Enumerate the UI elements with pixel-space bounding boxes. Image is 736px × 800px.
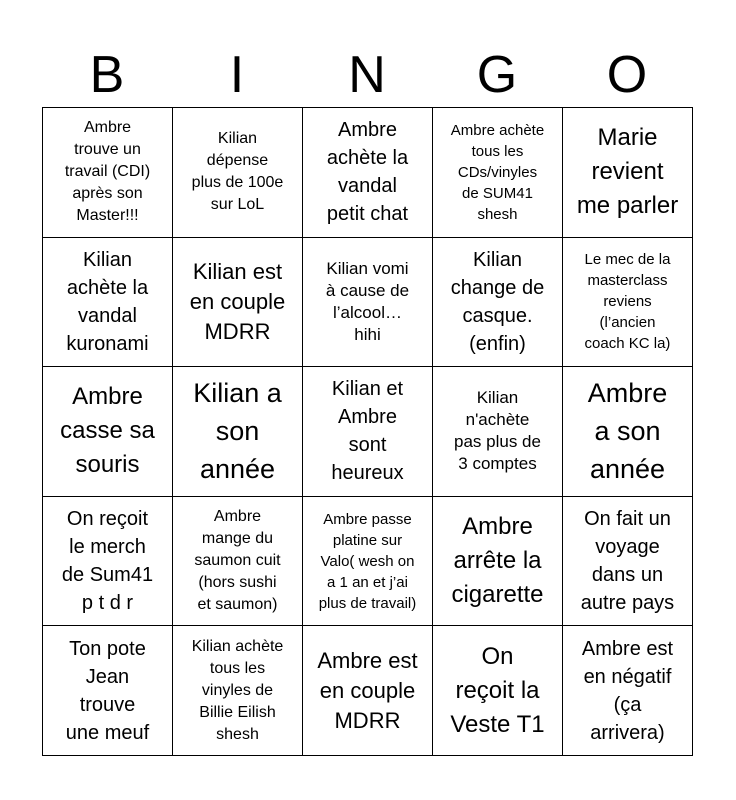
bingo-cell-1-2[interactable]: Kilian dépense plus de 100e sur LoL (173, 108, 303, 238)
header-letter-i: I (229, 46, 245, 104)
bingo-cell-5-4[interactable]: On reçoit la Veste T1 (433, 626, 563, 756)
bingo-cell-4-5[interactable]: On fait un voyage dans un autre pays (563, 497, 693, 627)
header-letter-n: N (348, 46, 386, 104)
bingo-cell-2-3[interactable]: Kilian vomi à cause de l’alcool… hihi (303, 238, 433, 368)
bingo-cell-2-4[interactable]: Kilian change de casque. (enfin) (433, 238, 563, 368)
bingo-cell-4-1[interactable]: On reçoit le merch de Sum41 p t d r (43, 497, 173, 627)
bingo-cell-4-4[interactable]: Ambre arrête la cigarette (433, 497, 563, 627)
bingo-cell-2-1[interactable]: Kilian achète la vandal kuronami (43, 238, 173, 368)
bingo-cell-1-1[interactable]: Ambre trouve un travail (CDI) après son Master!!! (43, 108, 173, 238)
bingo-cell-5-1[interactable]: Ton pote Jean trouve une meuf (43, 626, 173, 756)
bingo-cell-1-5[interactable]: Marie revient me parler (563, 108, 693, 238)
bingo-cell-5-3[interactable]: Ambre est en couple MDRR (303, 626, 433, 756)
bingo-header (42, 42, 692, 108)
bingo-cell-3-4[interactable]: Kilian n'achète pas plus de 3 comptes (433, 367, 563, 497)
bingo-cell-2-5[interactable]: Le mec de la masterclass reviens (l’ancien coach KC la) (563, 238, 693, 368)
bingo-cell-3-1[interactable]: Ambre casse sa souris (43, 367, 173, 497)
bingo-cell-1-3[interactable]: Ambre achète la vandal petit chat (303, 108, 433, 238)
bingo-cell-1-4[interactable]: Ambre achète tous les CDs/vinyles de SUM41 shesh (433, 108, 563, 238)
bingo-cell-5-2[interactable]: Kilian achète tous les vinyles de Billie Eilish shesh (173, 626, 303, 756)
header-letter-o: O (606, 46, 648, 104)
bingo-cell-4-2[interactable]: Ambre mange du saumon cuit (hors sushi et saumon) (173, 497, 303, 627)
bingo-cell-3-2[interactable]: Kilian a son année (173, 367, 303, 497)
header-letter-g: G (476, 46, 518, 104)
bingo-cell-3-5[interactable]: Ambre a son année (563, 367, 693, 497)
bingo-cell-5-5[interactable]: Ambre est en négatif (ça arrivera) (563, 626, 693, 756)
bingo-cell-3-3[interactable]: Kilian et Ambre sont heureux (303, 367, 433, 497)
header-letter-b: B (89, 46, 125, 104)
bingo-cell-2-2[interactable]: Kilian est en couple MDRR (173, 238, 303, 368)
bingo-grid (42, 107, 693, 756)
bingo-cell-4-3[interactable]: Ambre passe platine sur Valo( wesh on a 1 an et j’ai plus de travail) (303, 497, 433, 627)
